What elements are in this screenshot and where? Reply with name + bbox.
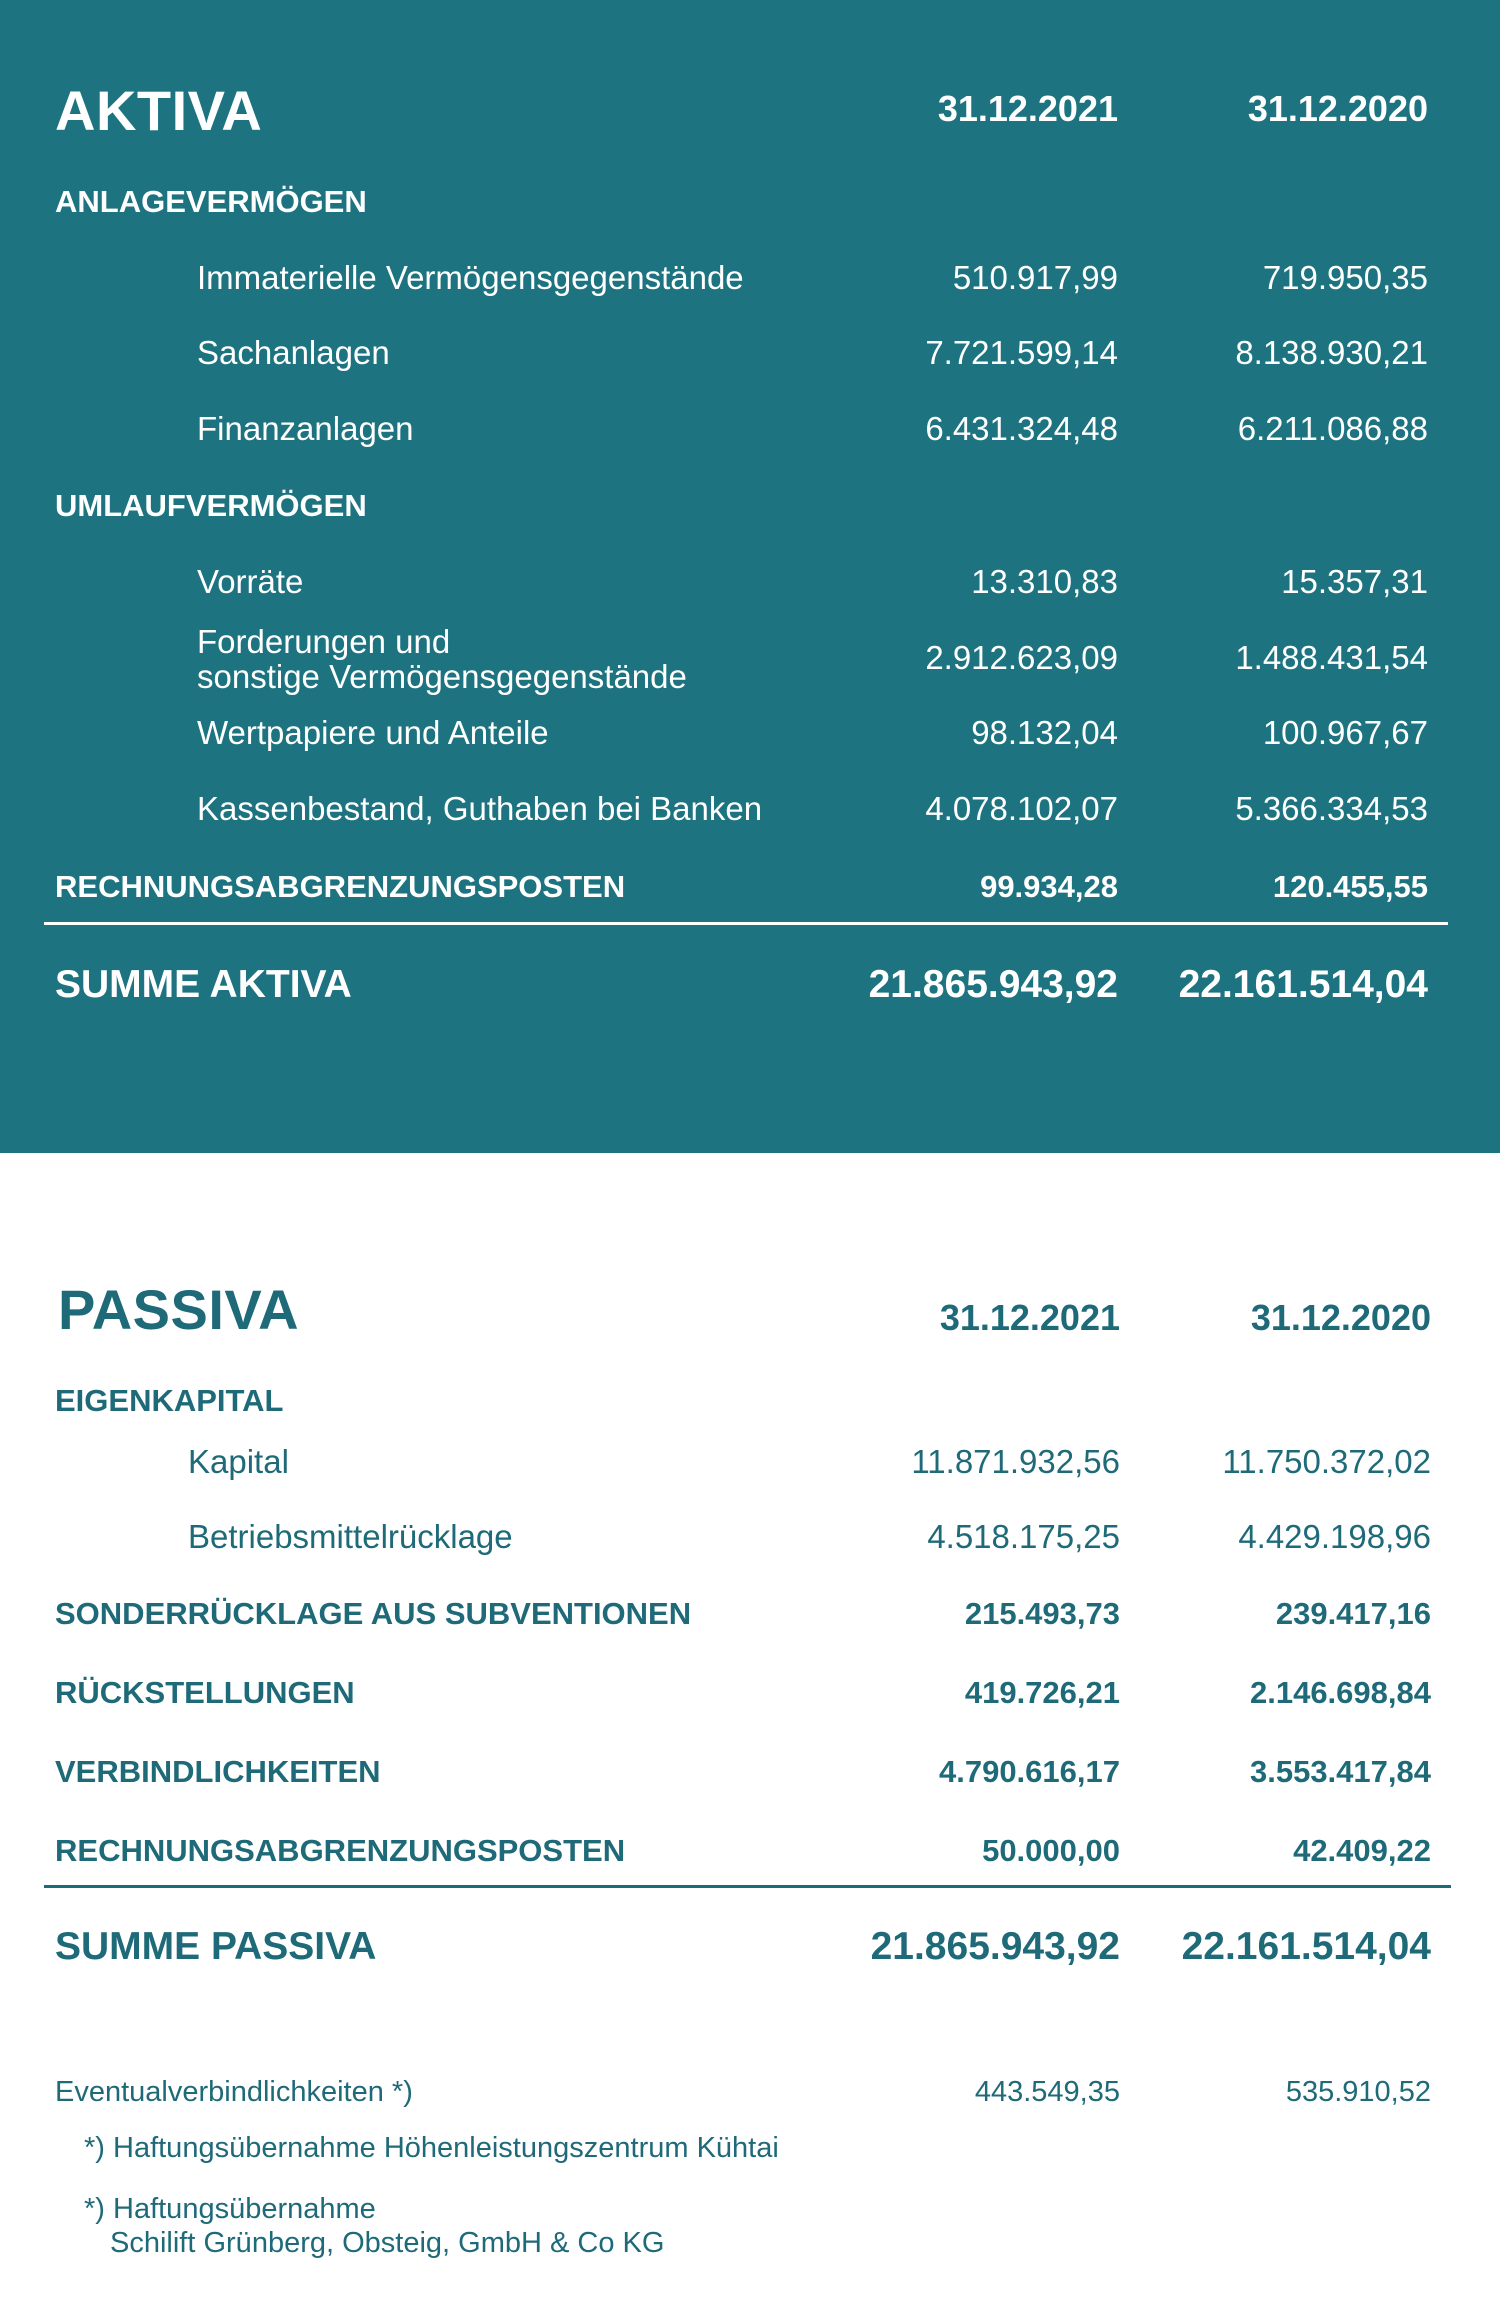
- umlaufvermoegen-heading: UMLAUFVERMÖGEN: [55, 488, 367, 523]
- group-value-2021: 4.790.616,17: [938, 1754, 1120, 1789]
- aktiva-total-rule: [44, 922, 1448, 925]
- group-value-2021: 50.000,00: [982, 1833, 1120, 1868]
- row-value-2020: 8.138.930,21: [1235, 334, 1428, 371]
- row-label: Betriebsmittelrücklage: [188, 1518, 513, 1555]
- row-value-2020: 15.357,31: [1281, 563, 1428, 600]
- aktiva-rap-2020: 120.455,55: [1272, 869, 1428, 904]
- row-label: Vorräte: [197, 563, 304, 600]
- eventual-value-2020: 535.910,52: [1285, 2076, 1431, 2108]
- group-value-2021: 215.493,73: [964, 1596, 1120, 1631]
- aktiva-total-2021: 21.865.943,92: [868, 963, 1118, 1006]
- row-label: Immaterielle Vermögensgegenstände: [197, 259, 744, 296]
- row-label-line2: sonstige Vermögensgegenstände: [197, 658, 687, 695]
- row-label: Kapital: [188, 1443, 289, 1480]
- row-value-2021: 13.310,83: [971, 563, 1118, 600]
- passiva-total-rule: [44, 1885, 1451, 1888]
- aktiva-rap-2021: 99.934,28: [980, 869, 1118, 904]
- group-label: RÜCKSTELLUNGEN: [55, 1675, 355, 1710]
- passiva-total-2021: 21.865.943,92: [870, 1925, 1120, 1968]
- row-value-2021: 4.518.175,25: [927, 1518, 1120, 1555]
- row-value-2020: 11.750.372,02: [1222, 1443, 1431, 1480]
- group-value-2020: 239.417,16: [1275, 1596, 1431, 1631]
- footnote-2: *) Haftungsübernahme: [84, 2193, 376, 2225]
- eventual-value-2021: 443.549,35: [974, 2076, 1120, 2108]
- row-value-2020: 6.211.086,88: [1237, 410, 1428, 447]
- row-value-2021: 7.721.599,14: [925, 334, 1118, 371]
- aktiva-col-2020: 31.12.2020: [1247, 88, 1428, 129]
- anlagevermoegen-heading: ANLAGEVERMÖGEN: [55, 184, 367, 219]
- footnote-2-line2: Schilift Grünberg, Obsteig, GmbH & Co KG: [110, 2227, 665, 2259]
- passiva-total-label: SUMME PASSIVA: [55, 1925, 377, 1968]
- passiva-col-2020: 31.12.2020: [1250, 1297, 1431, 1338]
- passiva-total-2020: 22.161.514,04: [1181, 1925, 1431, 1968]
- row-value-2021: 510.917,99: [952, 259, 1118, 296]
- row-label: Finanzanlagen: [197, 410, 414, 447]
- group-value-2020: 2.146.698,84: [1249, 1675, 1431, 1710]
- aktiva-rap-label: RECHNUNGSABGRENZUNGSPOSTEN: [55, 869, 626, 904]
- group-value-2020: 3.553.417,84: [1249, 1754, 1431, 1789]
- footnote-1: *) Haftungsübernahme Höhenleistungszentrum Kühtai: [84, 2132, 779, 2164]
- aktiva-title: AKTIVA: [55, 79, 263, 142]
- row-label: Forderungen und: [197, 623, 451, 660]
- row-value-2020: 100.967,67: [1262, 714, 1428, 751]
- row-value-2021: 6.431.324,48: [925, 410, 1118, 447]
- row-value-2020: 5.366.334,53: [1235, 790, 1428, 827]
- aktiva-total-2020: 22.161.514,04: [1178, 963, 1428, 1006]
- row-label: Sachanlagen: [197, 334, 390, 371]
- row-value-2020: 719.950,35: [1262, 259, 1428, 296]
- row-value-2021: 4.078.102,07: [925, 790, 1118, 827]
- row-value-2020: 4.429.198,96: [1238, 1518, 1431, 1555]
- row-value-2021: 98.132,04: [971, 714, 1118, 751]
- eventual-label: Eventualverbindlichkeiten *): [55, 2076, 413, 2108]
- passiva-col-2021: 31.12.2021: [939, 1297, 1120, 1338]
- group-value-2021: 419.726,21: [964, 1675, 1120, 1710]
- row-value-2020: 1.488.431,54: [1235, 639, 1428, 676]
- row-label: Wertpapiere und Anteile: [197, 714, 549, 751]
- passiva-title: PASSIVA: [58, 1278, 300, 1341]
- row-label: Kassenbestand, Guthaben bei Banken: [197, 790, 763, 827]
- aktiva-col-2021: 31.12.2021: [937, 88, 1118, 129]
- group-value-2020: 42.409,22: [1293, 1833, 1431, 1868]
- aktiva-panel: [0, 0, 1500, 1153]
- row-value-2021: 11.871.932,56: [911, 1443, 1120, 1480]
- group-label: SONDERRÜCKLAGE AUS SUBVENTIONEN: [55, 1596, 692, 1631]
- group-label: VERBINDLICHKEITEN: [55, 1754, 381, 1789]
- eigenkapital-heading: EIGENKAPITAL: [55, 1383, 284, 1418]
- group-label: RECHNUNGSABGRENZUNGSPOSTEN: [55, 1833, 626, 1868]
- row-value-2021: 2.912.623,09: [925, 639, 1118, 676]
- aktiva-total-label: SUMME AKTIVA: [55, 963, 352, 1006]
